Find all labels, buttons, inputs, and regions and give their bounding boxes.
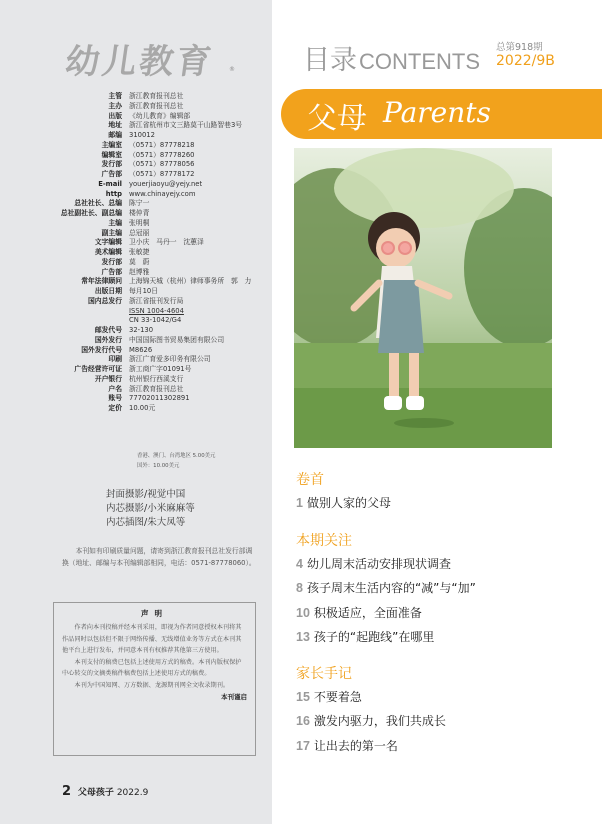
masthead-label: 国内总发行	[88, 296, 122, 305]
masthead-value: 张敏捷	[129, 248, 150, 256]
issue-date: 2022/9B	[496, 53, 555, 69]
credit-line: 内芯插图/朱大凤等	[106, 517, 186, 528]
toc-page-number: 4	[296, 557, 303, 571]
banner-cn: 父母	[307, 101, 367, 136]
credit-line: 内芯摄影/小米麻麻等	[106, 503, 195, 514]
masthead-value: 楼仲青	[129, 209, 150, 217]
toc-section-title: 本期关注	[296, 533, 352, 549]
masthead-value: 杭州银行西溪支行	[129, 374, 184, 383]
toc-entry-title: 做别人家的父母	[306, 496, 391, 510]
toc-page-number: 16	[296, 714, 310, 729]
masthead-label: 地址	[108, 121, 122, 130]
overseas-price	[137, 451, 215, 471]
declaration-paragraph: 作者向本刊投稿并经本刊采用，即视为作者同意授权本刊将其作品同时以包括但不限于网络传播、无线增值业务等方式在本刊其他平台上进行发布，并同意本刊有权推荐其他第三方使用。	[62, 624, 242, 654]
masthead-row	[10, 336, 272, 346]
masthead-row	[10, 160, 272, 170]
toc-entry-title: 幼儿周末活动安排现状调查	[306, 557, 451, 571]
masthead-label: 印刷	[108, 355, 122, 364]
masthead-value: 莫 蔚	[129, 257, 150, 266]
masthead-value: 浙江教育报刊总社	[129, 92, 184, 100]
cover-photo	[294, 148, 552, 448]
masthead-value: （0571）87778218	[129, 140, 195, 149]
issue-number: 总第918期	[496, 42, 543, 53]
masthead-row	[10, 394, 272, 404]
magazine-logo: 幼儿教育	[62, 42, 217, 82]
masthead-row	[10, 258, 272, 268]
masthead-row	[10, 268, 272, 278]
masthead-row	[10, 190, 272, 200]
toc-title	[303, 38, 480, 77]
toc-title-cn: 目录	[303, 45, 357, 76]
masthead-label	[10, 316, 129, 326]
toc-entry[interactable]	[296, 737, 398, 754]
toc-entry[interactable]	[296, 579, 476, 596]
masthead-label: 常年法律顾问	[81, 277, 122, 286]
toc-entry[interactable]	[296, 688, 362, 705]
masthead-label: 副主编	[101, 228, 122, 237]
masthead-label: 总社社长、总编	[74, 199, 122, 208]
toc-entry[interactable]	[296, 555, 451, 572]
masthead-value: 上海锦天城（杭州）律师事务所 郭 力	[129, 277, 252, 286]
masthead-label: 账号	[108, 394, 122, 403]
masthead-row	[10, 307, 272, 317]
masthead-row	[10, 248, 272, 258]
masthead-label: 广告部	[101, 267, 122, 276]
masthead-row	[10, 297, 272, 307]
toc-page-number: 10	[296, 605, 310, 620]
masthead-row	[10, 151, 272, 161]
masthead-value: 陈宁一	[129, 199, 150, 208]
masthead-value: 总冠丽	[129, 228, 150, 237]
masthead-value: （0571）87778260	[129, 150, 195, 159]
masthead-label: 邮发代号	[94, 326, 122, 334]
masthead-label: 开户银行	[94, 374, 122, 383]
masthead-row	[10, 219, 272, 229]
masthead-row	[10, 199, 272, 209]
masthead-row	[10, 102, 272, 112]
toc-entry-title: 孩子的“起跑线”在哪里	[313, 629, 435, 644]
masthead-value: 中国国际图书贸易集团有限公司	[129, 335, 225, 344]
footer-date: 2022.9	[116, 788, 149, 798]
masthead-row	[10, 316, 272, 326]
masthead-label: 发行部	[101, 160, 122, 169]
masthead-label: http	[105, 189, 122, 198]
masthead-label: 编辑室	[101, 150, 122, 159]
toc-page-number: 15	[296, 690, 310, 704]
declaration-box	[53, 602, 256, 756]
toc-title-en: CONTENTS	[359, 49, 480, 74]
footer-magazine: 父母孩子	[77, 788, 114, 798]
child-jumping-photo	[294, 148, 552, 448]
masthead-label	[10, 307, 129, 317]
masthead-value: www.chinayejy.com	[129, 189, 196, 198]
toc-page-number: 8	[296, 581, 303, 596]
masthead-value: 浙江广育爱多印务有限公司	[129, 355, 211, 364]
masthead-list	[10, 92, 272, 414]
toc-section-title: 家长手记	[296, 666, 352, 682]
masthead-label: 广告部	[101, 170, 122, 178]
toc-entry[interactable]	[296, 604, 422, 621]
toc-entry-title: 积极适应，全面准备	[313, 605, 422, 620]
declaration-title: 声明	[141, 609, 168, 618]
masthead-row	[10, 287, 272, 297]
toc-entry-title: 让出去的第一名	[313, 738, 398, 753]
toc-page-number: 17	[296, 738, 310, 753]
masthead-value: 每月10日	[129, 287, 159, 295]
masthead-label: 主办	[108, 101, 122, 110]
masthead-value: 32-130	[129, 326, 154, 334]
print-quality-notice: 本刊如有印刷质量问题，请寄到浙江教育报刊总社发行部调换（地址、邮编与本刊编辑部相同，电话：0571-87778060）。	[62, 547, 256, 567]
masthead-label: 国外发行	[94, 335, 122, 344]
masthead-label: 美术编辑	[94, 248, 122, 256]
masthead-value: 310012	[129, 131, 155, 139]
masthead-value: CN 33-1042/G4	[129, 316, 182, 325]
masthead-row	[10, 209, 272, 219]
masthead-label: 定价	[108, 404, 122, 412]
toc-entry[interactable]	[296, 712, 446, 729]
photo-credits	[106, 488, 195, 530]
declaration-signature: 本刊谨启	[221, 693, 247, 701]
masthead-label: 国外发行代号	[81, 345, 122, 354]
toc-entry[interactable]	[296, 494, 391, 511]
masthead-label: 户名	[108, 384, 122, 393]
masthead-label: 出版	[108, 111, 122, 120]
page-footer	[62, 784, 148, 799]
toc-entry-title: 孩子周末生活内容的“减”与“加”	[306, 581, 476, 596]
masthead-value: （0571）87778172	[129, 170, 195, 178]
masthead-label: 文字编辑	[94, 238, 122, 247]
issue-info	[496, 41, 555, 69]
toc-entry-title: 不要着急	[313, 690, 362, 704]
masthead-row	[10, 121, 272, 131]
masthead-value: 10.00元	[129, 404, 156, 412]
masthead-value: ISSN 1004-4604	[129, 306, 184, 315]
masthead-row	[10, 92, 272, 102]
masthead-label: 广告经营许可证	[74, 365, 122, 373]
masthead-label: 邮编	[108, 131, 122, 139]
masthead-label: E-mail	[98, 179, 122, 188]
masthead-label: 主管	[108, 92, 122, 100]
masthead-label: 发行部	[101, 257, 122, 266]
masthead-row	[10, 170, 272, 180]
masthead-value: 浙工商广字01091号	[129, 365, 192, 373]
masthead-value: 浙江教育报刊总社	[129, 101, 184, 110]
masthead-row	[10, 365, 272, 375]
masthead-row	[10, 131, 272, 141]
credit-line: 封面摄影/视觉中国	[106, 489, 186, 500]
masthead-value: 浙江省报刊发行局	[129, 296, 184, 305]
registered-mark: ®	[229, 66, 235, 73]
price-line: 香港、澳门、台湾地区 5.00美元	[137, 453, 216, 459]
masthead-value: 浙江教育报刊总社	[129, 384, 184, 393]
toc-section-title: 卷首	[296, 472, 324, 488]
masthead-row	[10, 346, 272, 356]
declaration-paragraph: 本刊支付的稿费已包括上述使用方式的稿费。本刊内版权保护中心转交的文摘类稿件稿费包括上述使用方式的稿费。	[62, 658, 242, 677]
masthead-label: 出版日期	[94, 287, 122, 295]
banner-en: Parents	[383, 96, 491, 129]
masthead-row	[10, 112, 272, 122]
masthead-label: 主编	[108, 218, 122, 227]
toc-page-number: 13	[296, 629, 310, 644]
masthead-row	[10, 180, 272, 190]
declaration-paragraph: 本刊为中国知网、万方数据、龙源期刊网全文收录期刊。	[74, 681, 230, 689]
toc-entry-title: 激发内驱力，我们共成长	[313, 714, 446, 729]
masthead-row	[10, 326, 272, 336]
price-line: 国外：10.00美元	[137, 463, 180, 469]
toc-page-number: 1	[296, 496, 303, 510]
masthead-value: （0571）87778056	[129, 160, 195, 169]
masthead-value: 张明桐	[129, 218, 150, 227]
masthead-value: 卫小庆 马丹一 沈蕙泽	[129, 238, 204, 247]
masthead-row	[10, 385, 272, 395]
masthead-row	[10, 277, 272, 287]
page-number: 2	[62, 784, 72, 799]
masthead-row	[10, 229, 272, 239]
masthead-row	[10, 375, 272, 385]
section-banner	[281, 89, 602, 139]
masthead-label: 主编室	[101, 140, 122, 149]
masthead-value: 《幼儿教育》编辑部	[129, 111, 191, 120]
masthead-row	[10, 355, 272, 365]
masthead-row	[10, 141, 272, 151]
masthead-value: 赵博雅	[129, 267, 150, 276]
masthead-sidebar	[0, 0, 272, 824]
masthead-value: 77702011302891	[129, 394, 190, 403]
toc-entry[interactable]	[296, 628, 434, 645]
masthead-row	[10, 404, 272, 414]
masthead-value: M8626	[129, 345, 153, 354]
masthead-label: 总社副社长、副总编	[60, 209, 122, 217]
masthead-value: youerjiaoyu@yejy.net	[129, 179, 203, 188]
masthead-row	[10, 238, 272, 248]
masthead-value: 浙江省杭州市文三路莫干山路智巷3号	[129, 121, 243, 130]
